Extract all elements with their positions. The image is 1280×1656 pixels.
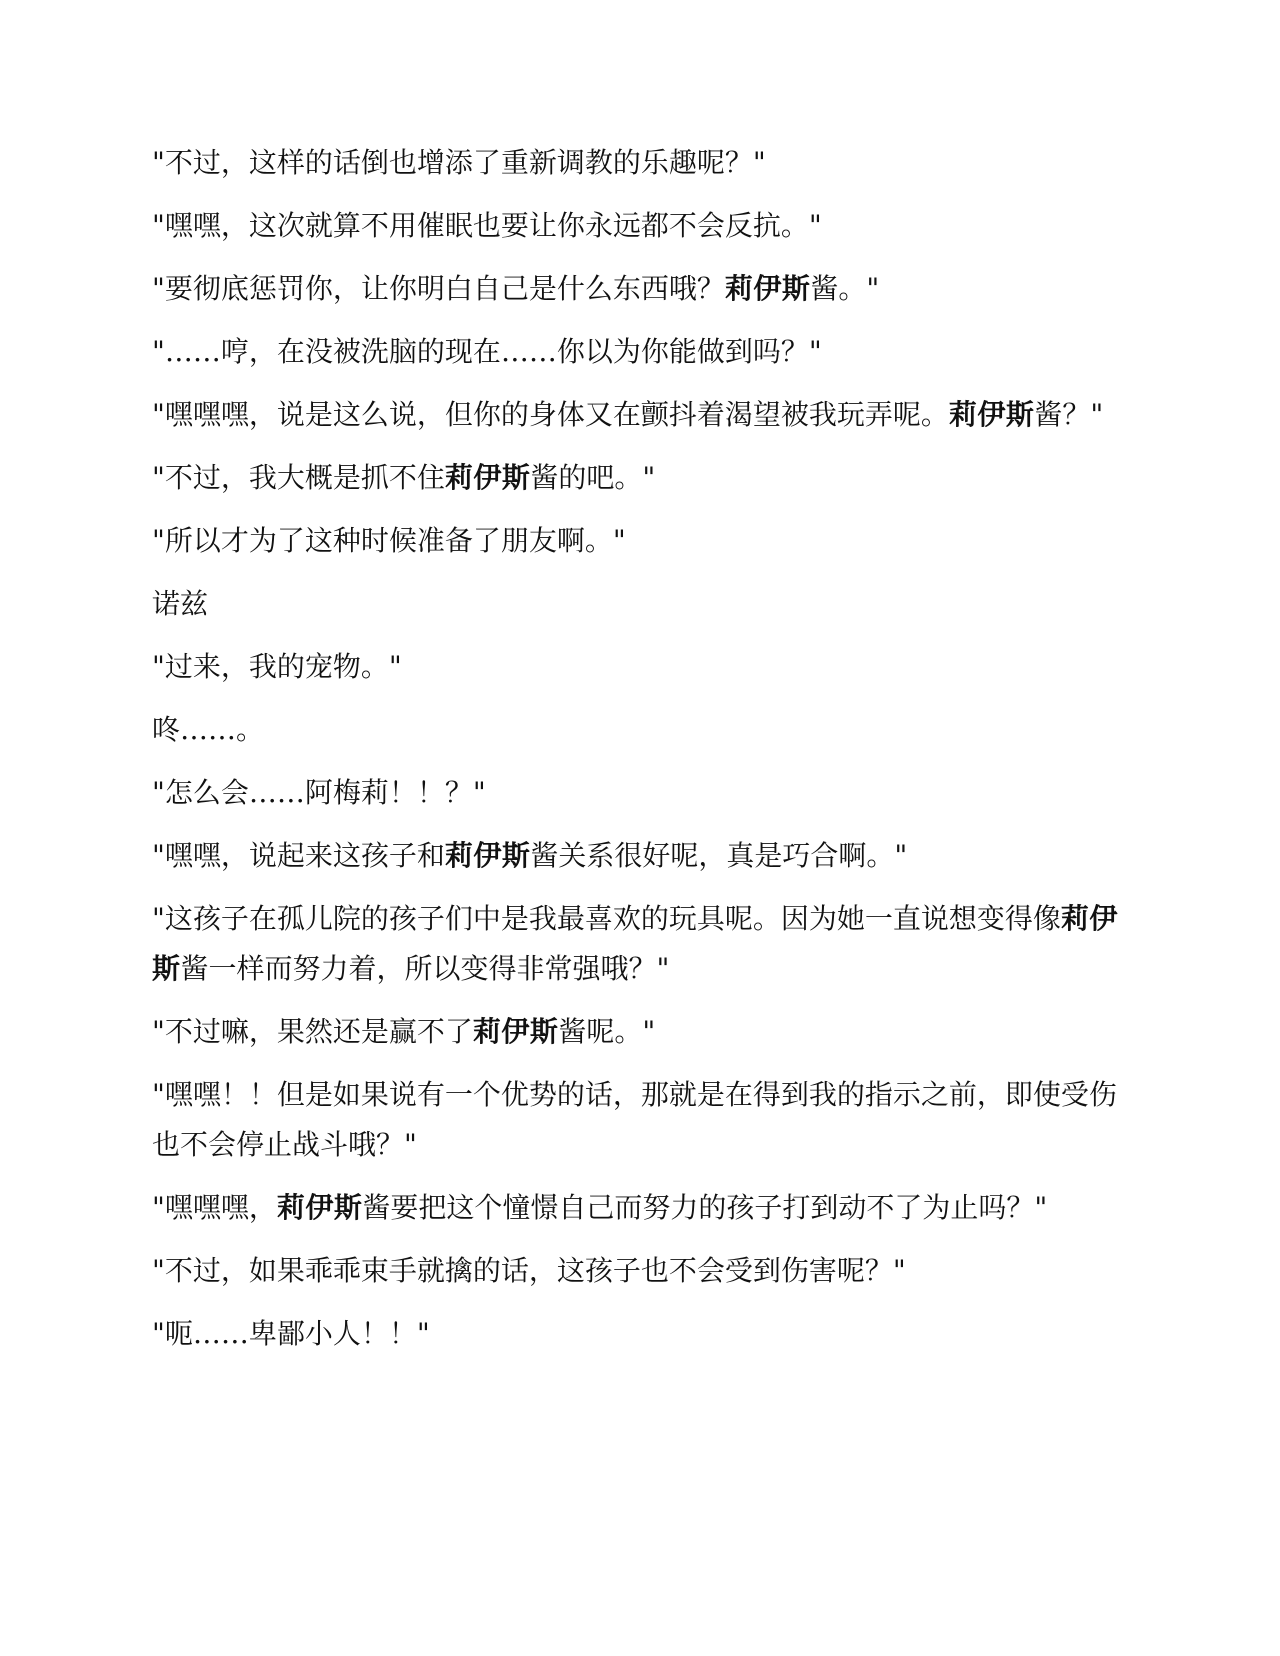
text-segment: "怎么会……阿梅莉！！？"	[152, 776, 486, 809]
paragraph	[152, 831, 1137, 881]
character-name: 莉伊斯	[276, 1191, 363, 1224]
paragraph	[152, 894, 1137, 994]
character-name: 莉伊斯	[724, 272, 811, 305]
document-body	[152, 138, 1137, 1372]
character-name: 莉伊斯	[152, 902, 1118, 985]
paragraph	[152, 1007, 1137, 1057]
character-name: 莉伊斯	[444, 461, 531, 494]
paragraph	[152, 579, 1137, 629]
character-name: 莉伊斯	[948, 398, 1035, 431]
text-segment: 酱？"	[1034, 398, 1104, 431]
paragraph	[152, 264, 1137, 314]
paragraph	[152, 1309, 1137, 1359]
text-segment: "不过嘛，果然还是赢不了	[152, 1015, 473, 1048]
paragraph	[152, 138, 1137, 188]
text-segment: "嘿嘿嘿，说是这么说，但你的身体又在颤抖着渴望被我玩弄呢。	[152, 398, 949, 431]
character-name: 莉伊斯	[444, 839, 531, 872]
paragraph	[152, 1246, 1137, 1296]
text-segment: 酱要把这个憧憬自己而努力的孩子打到动不了为止吗？"	[362, 1191, 1048, 1224]
text-segment: "嘿嘿！！但是如果说有一个优势的话，那就是在得到我的指示之前，即使受伤也不会停止战斗哦？"	[152, 1078, 1117, 1161]
text-segment: "不过，我大概是抓不住	[152, 461, 445, 494]
text-segment: "过来，我的宠物。"	[152, 650, 402, 683]
text-segment: "不过，如果乖乖束手就擒的话，这孩子也不会受到伤害呢？"	[152, 1254, 906, 1287]
text-segment: "所以才为了这种时候准备了朋友啊。"	[152, 524, 626, 557]
text-segment: "嘿嘿，这次就算不用催眠也要让你永远都不会反抗。"	[152, 209, 822, 242]
text-segment: 酱。"	[810, 272, 880, 305]
text-segment: "……哼，在没被洗脑的现在……你以为你能做到吗？"	[152, 335, 822, 368]
paragraph	[152, 516, 1137, 566]
text-segment: "嘿嘿，说起来这孩子和	[152, 839, 445, 872]
text-segment: 酱呢。"	[558, 1015, 656, 1048]
paragraph	[152, 453, 1137, 503]
text-segment: 酱关系很好呢，真是巧合啊。"	[530, 839, 908, 872]
text-segment: "呃……卑鄙小人！！"	[152, 1317, 430, 1350]
paragraph	[152, 768, 1137, 818]
text-segment: 酱一样而努力着，所以变得非常强哦？"	[180, 952, 670, 985]
paragraph	[152, 642, 1137, 692]
text-segment: "要彻底惩罚你，让你明白自己是什么东西哦？	[152, 272, 725, 305]
text-segment: 咚……。	[152, 713, 265, 746]
text-segment: "不过，这样的话倒也增添了重新调教的乐趣呢？"	[152, 146, 766, 179]
paragraph	[152, 1070, 1137, 1170]
text-segment: "这孩子在孤儿院的孩子们中是我最喜欢的玩具呢。因为她一直说想变得像	[152, 902, 1061, 935]
text-segment: "嘿嘿嘿，	[152, 1191, 277, 1224]
text-segment: 诺兹	[152, 587, 209, 620]
paragraph	[152, 327, 1137, 377]
character-name: 莉伊斯	[472, 1015, 559, 1048]
text-segment: 酱的吧。"	[530, 461, 656, 494]
paragraph	[152, 705, 1137, 755]
paragraph	[152, 390, 1137, 440]
paragraph	[152, 201, 1137, 251]
paragraph	[152, 1183, 1137, 1233]
